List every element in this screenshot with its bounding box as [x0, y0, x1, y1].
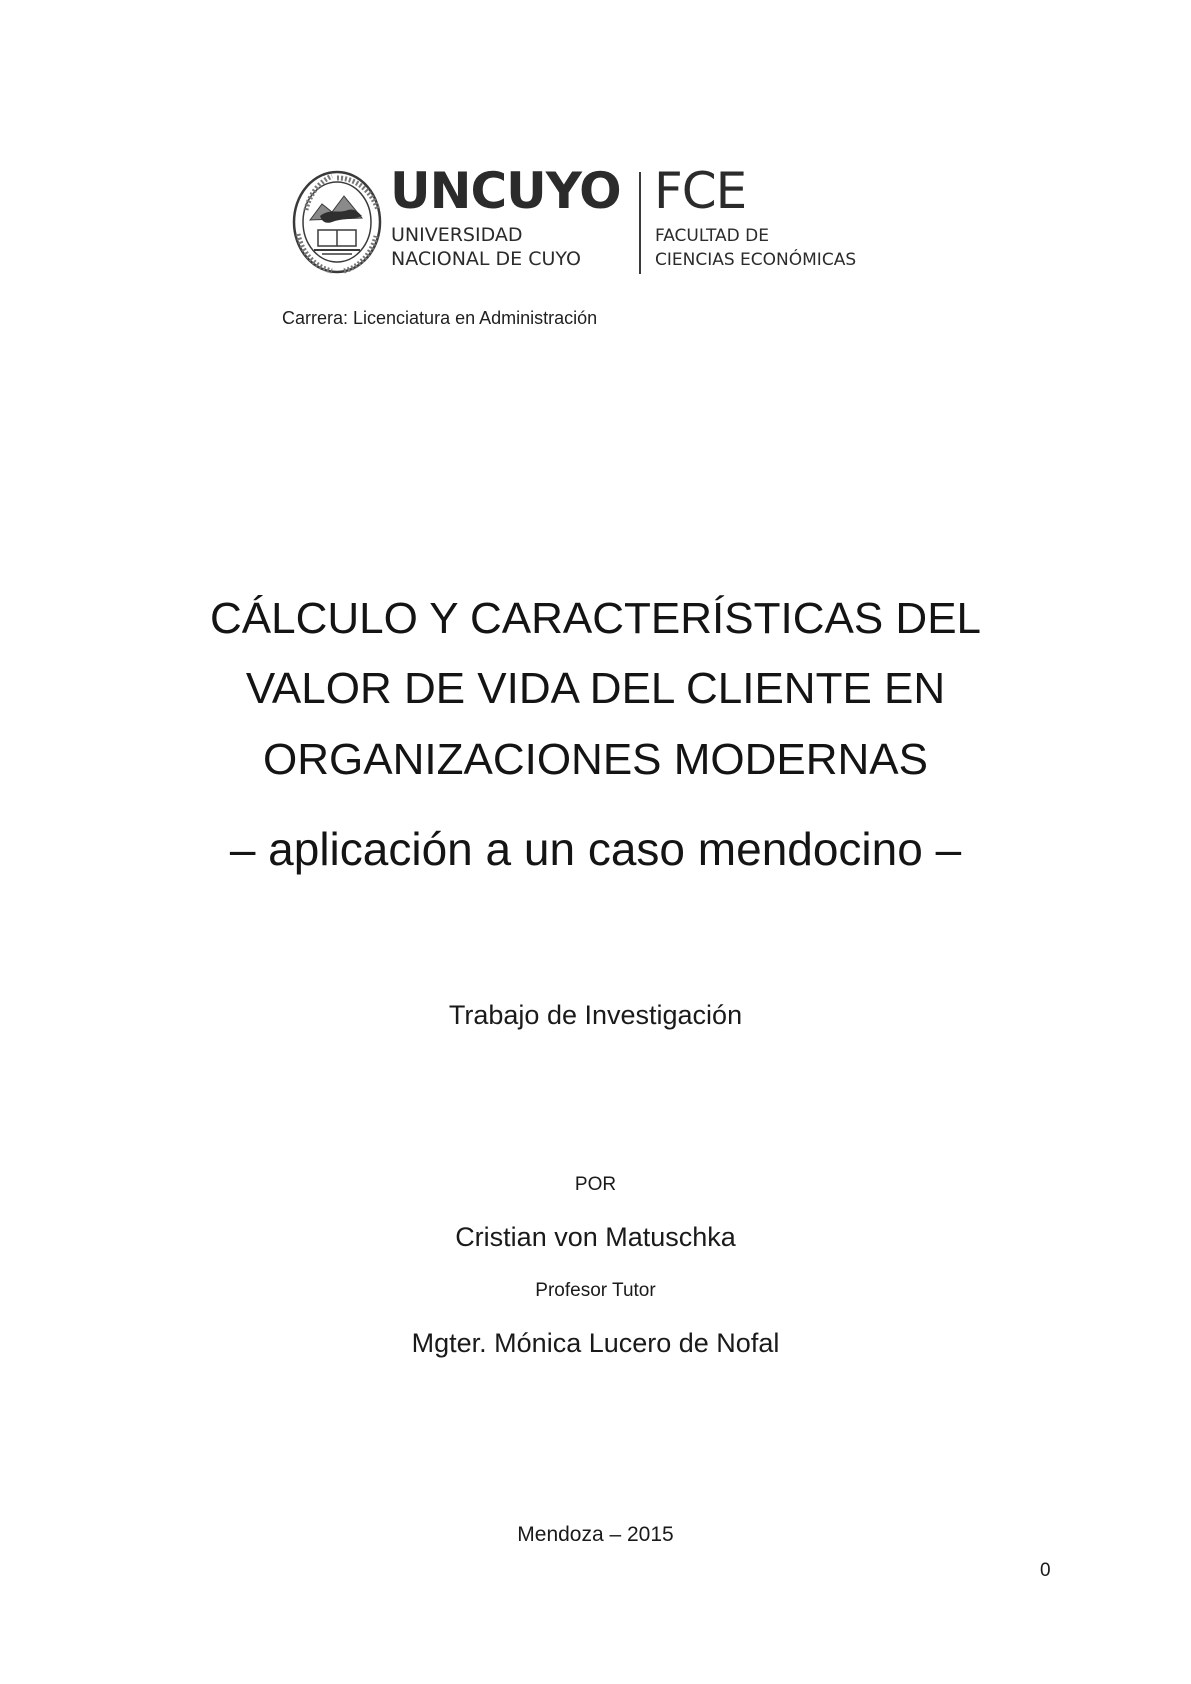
title-line-2: VALOR DE VIDA DEL CLIENTE EN: [245, 664, 946, 713]
fce-logo-line2: CIENCIAS ECONÓMICAS: [655, 250, 857, 270]
place-date: Mendoza – 2015: [517, 1523, 674, 1546]
logo-divider: [639, 172, 641, 274]
document-type: Trabajo de Investigación: [448, 1000, 743, 1030]
subtitle: – aplicación a un caso mendocino –: [229, 823, 962, 875]
tutor-name: Mgter. Mónica Lucero de Nofal: [411, 1328, 780, 1358]
uncuyo-logo: [390, 162, 630, 278]
university-seal-icon: [292, 170, 382, 274]
fce-logo: [654, 162, 914, 278]
fce-logo-name: FCE: [654, 162, 747, 220]
header-logos: [292, 162, 912, 278]
uncuyo-logo-line1: UNIVERSIDAD: [391, 224, 523, 246]
title-line-3: ORGANIZACIONES MODERNAS: [263, 735, 928, 784]
career-label: Carrera: Licenciatura en Administración: [282, 308, 598, 328]
by-label: POR: [574, 1174, 617, 1195]
page-number: 0: [1040, 1560, 1051, 1581]
tutor-label: Profesor Tutor: [535, 1280, 656, 1301]
author-name: Cristian von Matuschka: [455, 1222, 736, 1252]
title-line-1: CÁLCULO Y CARACTERÍSTICAS DEL: [209, 594, 982, 643]
uncuyo-logo-name: UNCUYO: [390, 162, 621, 220]
fce-logo-line1: FACULTAD DE: [655, 226, 770, 246]
uncuyo-logo-line2: NACIONAL DE CUYO: [391, 248, 581, 270]
